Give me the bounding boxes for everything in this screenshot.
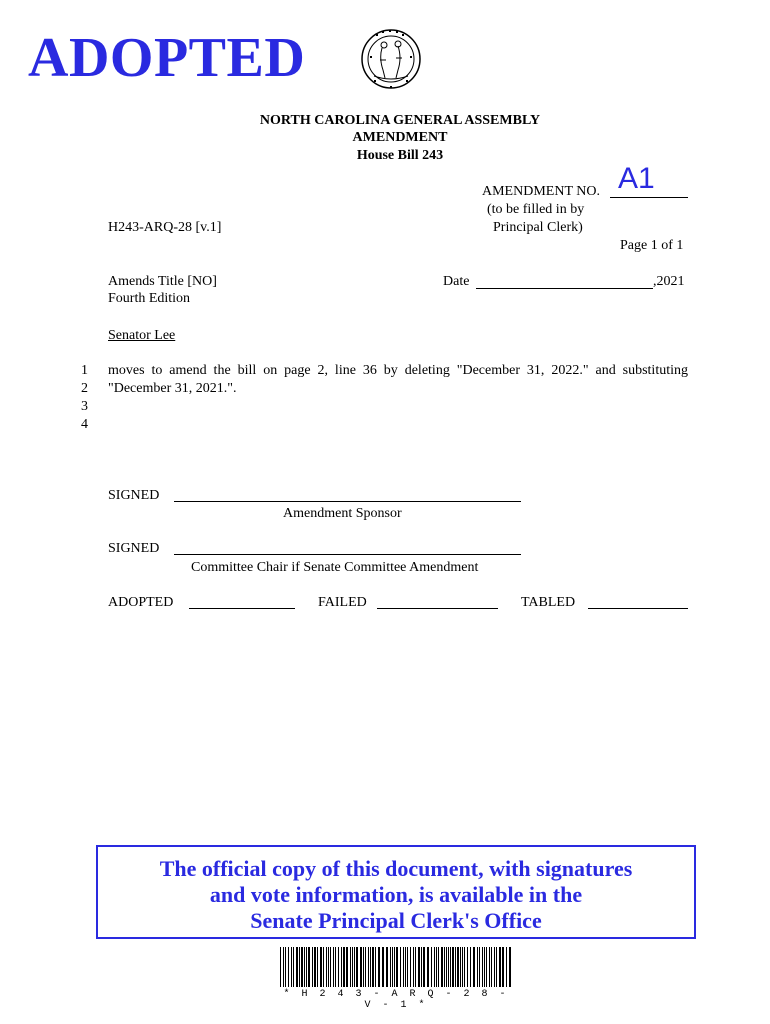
year: ,2021 — [653, 274, 685, 289]
barcode-bar — [354, 947, 355, 987]
barcode-bar — [494, 947, 495, 987]
assembly-heading: NORTH CAROLINA GENERAL ASSEMBLY — [259, 113, 541, 128]
amendment-note-1: (to be filled in by — [487, 202, 585, 217]
barcode-bar — [386, 947, 388, 987]
amendment-note-2: Principal Clerk) — [493, 220, 583, 235]
barcode-bar — [296, 947, 298, 987]
line-number: 4 — [81, 417, 88, 432]
barcode-bar — [499, 947, 501, 987]
barcode-bar — [455, 947, 456, 987]
barcode-bar — [350, 947, 351, 987]
barcode-bar — [502, 947, 504, 987]
barcode-bar — [293, 947, 294, 987]
date-line — [476, 288, 653, 289]
barcode-bar — [328, 947, 329, 987]
amendment-text-line: moves to amend the bill on page 2, line 36 by deleting "December 31, 2022." and substituting — [108, 363, 688, 378]
official-copy-notice — [96, 845, 696, 939]
barcode-bar — [405, 947, 406, 987]
barcode-bar — [304, 947, 305, 987]
barcode-bar — [441, 947, 443, 987]
adopted-label: ADOPTED — [108, 595, 174, 610]
notice-line: The official copy of this document, with signatures — [159, 856, 633, 881]
adopted-stamp: ADOPTED — [28, 27, 306, 89]
tabled-label: TABLED — [521, 595, 576, 610]
chair-signature-line — [174, 554, 521, 555]
barcode-bar — [413, 947, 414, 987]
bill-heading: House Bill 243 — [356, 148, 444, 163]
amendment-text-line: "December 31, 2021.". — [108, 381, 237, 396]
barcode-bar — [496, 947, 497, 987]
barcode-bar — [390, 947, 391, 987]
barcode-bar — [506, 947, 507, 987]
barcode-bar — [370, 947, 371, 987]
barcode-bar — [285, 947, 286, 987]
barcode-bar — [341, 947, 342, 987]
barcode-bar — [460, 947, 461, 987]
line-numbers — [76, 362, 88, 434]
barcode-bar — [314, 947, 316, 987]
barcode-bar — [333, 947, 334, 987]
notice-line: Senate Principal Clerk's Office — [250, 908, 542, 933]
barcode-bar — [335, 947, 336, 987]
line-number: 2 — [81, 381, 88, 396]
line-number: 3 — [81, 399, 88, 414]
barcode-bar — [363, 947, 364, 987]
barcode-bar — [343, 947, 345, 987]
barcode-bar — [372, 947, 374, 987]
barcode-bar — [330, 947, 331, 987]
barcode-bar — [446, 947, 447, 987]
barcode-bar — [360, 947, 362, 987]
signed-label-1: SIGNED — [108, 488, 160, 503]
barcode-bar — [509, 947, 511, 987]
line-number: 1 — [81, 363, 88, 378]
barcode-bar — [434, 947, 435, 987]
barcode-bar — [308, 947, 310, 987]
barcode-bar — [464, 947, 465, 987]
barcode-bar — [299, 947, 300, 987]
barcode-bar — [378, 947, 380, 987]
barcode-bar — [457, 947, 459, 987]
adopted-line — [189, 608, 295, 609]
barcode-text: * H 2 4 3 - A R Q - 2 8 - V - 1 * — [283, 989, 509, 1011]
barcode-bar — [484, 947, 485, 987]
amendment-text — [108, 362, 688, 398]
tabled-line — [588, 608, 688, 609]
barcode-bar — [421, 947, 422, 987]
barcode-bar — [470, 947, 471, 987]
barcode-bar — [423, 947, 425, 987]
failed-label: FAILED — [318, 595, 367, 610]
sponsor-signature-line — [174, 501, 521, 502]
barcode-bar — [352, 947, 353, 987]
barcode-bar — [346, 947, 348, 987]
date-label: Date — [443, 274, 470, 289]
barcode-bar — [306, 947, 307, 987]
barcode-bar — [427, 947, 429, 987]
barcode-bar — [489, 947, 490, 987]
barcode-bar — [467, 947, 468, 987]
barcode-bar — [491, 947, 492, 987]
state-seal-icon — [360, 20, 422, 98]
barcode-bar — [407, 947, 408, 987]
barcode-bar — [368, 947, 369, 987]
notice-line: and vote information, is available in the — [209, 882, 583, 907]
barcode-bar — [394, 947, 395, 987]
barcode-bar — [301, 947, 303, 987]
barcode-bar — [479, 947, 480, 987]
barcode-bar — [320, 947, 322, 987]
document-id: H243-ARQ-28 [v.1] — [108, 220, 222, 235]
barcode-bar — [392, 947, 393, 987]
barcode-bar — [403, 947, 404, 987]
barcode-bar — [418, 947, 420, 987]
barcode-bar — [365, 947, 366, 987]
barcode-bar — [338, 947, 339, 987]
barcode-bar — [396, 947, 398, 987]
barcode-bar — [283, 947, 284, 987]
signed-label-2: SIGNED — [108, 541, 160, 556]
barcode-bar — [431, 947, 432, 987]
amendment-no-line — [610, 197, 688, 198]
barcode-bar — [291, 947, 292, 987]
barcode-bar — [450, 947, 451, 987]
sponsor-caption: Amendment Sponsor — [283, 506, 402, 521]
edition: Fourth Edition — [108, 291, 191, 306]
barcode-bar — [356, 947, 358, 987]
barcode-bar — [486, 947, 487, 987]
sponsor-name: Senator Lee — [108, 328, 176, 343]
barcode-bar — [288, 947, 289, 987]
barcode-bar — [317, 947, 318, 987]
barcode-bar — [415, 947, 416, 987]
failed-line — [377, 608, 498, 609]
barcode-bar — [323, 947, 324, 987]
barcode-bar — [438, 947, 439, 987]
barcode — [280, 947, 512, 987]
barcode-bar — [462, 947, 463, 987]
barcode-bar — [482, 947, 483, 987]
barcode-bar — [444, 947, 445, 987]
barcode-bar — [436, 947, 437, 987]
barcode-bar — [312, 947, 313, 987]
barcode-bar — [400, 947, 401, 987]
chair-caption: Committee Chair if Senate Committee Amendment — [191, 560, 479, 575]
barcode-bar — [382, 947, 384, 987]
amends-title: Amends Title [NO] — [108, 274, 217, 289]
barcode-bar — [410, 947, 411, 987]
barcode-bar — [280, 947, 281, 987]
amendment-heading: AMENDMENT — [352, 130, 448, 145]
amendment-number: A1 — [618, 162, 655, 195]
barcode-bar — [375, 947, 376, 987]
barcode-bar — [448, 947, 449, 987]
barcode-bar — [473, 947, 475, 987]
barcode-bar — [452, 947, 454, 987]
page-number: Page 1 of 1 — [620, 238, 684, 253]
amendment-no-label: AMENDMENT NO. — [482, 184, 600, 199]
barcode-bar — [326, 947, 327, 987]
barcode-bar — [477, 947, 478, 987]
